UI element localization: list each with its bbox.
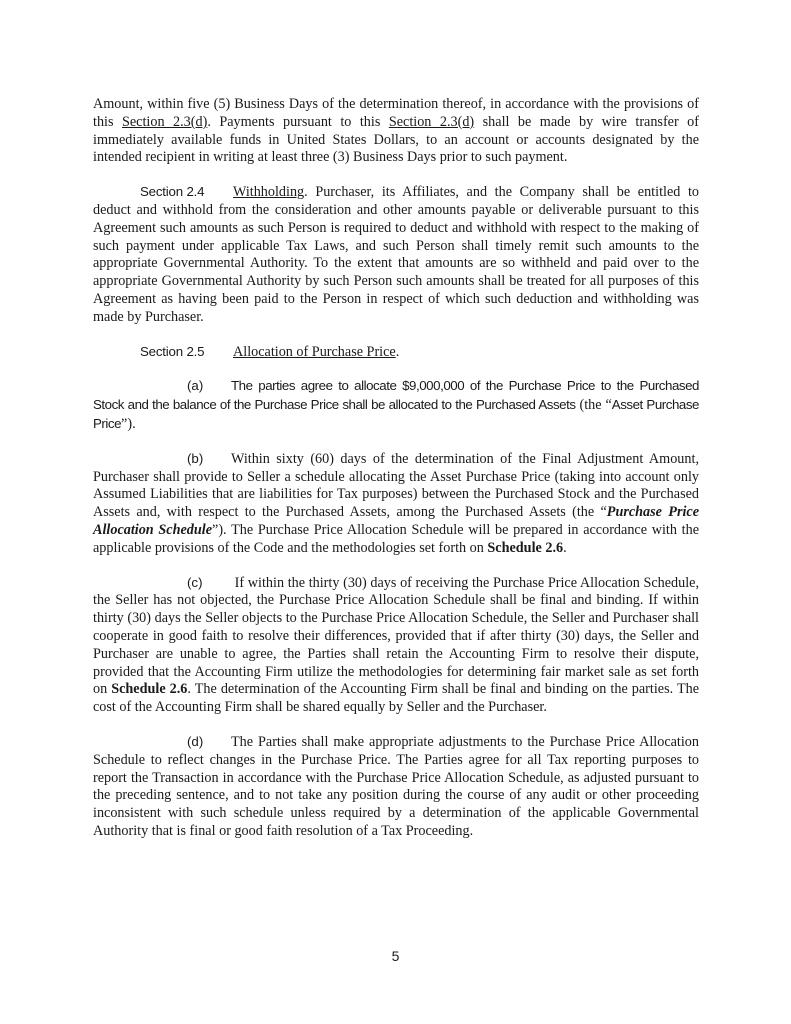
subsection-b-text-2: ”). The Purchase Price Allocation Schedule will be prepared in accordance with the applicable provisions of the Code and the methodologies set forth on bbox=[93, 521, 700, 556]
subsection-a-close: ”). bbox=[121, 415, 136, 432]
payment-text-3: shall be made by wire transfer of immediately available funds in United States Dollars, to an account or accounts designated by the intended recipient in writing at least three (3) Business Days prior to such payment. bbox=[93, 113, 699, 166]
subsection-b-text-3: . bbox=[563, 539, 567, 556]
schedule-2-6-reference-2: Schedule 2.6 bbox=[111, 681, 188, 698]
withholding-heading: Withholding bbox=[233, 184, 305, 201]
section-2-3-d-reference: Section 2.3(d) bbox=[121, 113, 208, 130]
document-page bbox=[93, 96, 699, 857]
paragraph-payment-terms bbox=[93, 96, 699, 167]
subsection-d bbox=[93, 733, 699, 841]
subsection-a-open: (the “ bbox=[575, 397, 612, 414]
section-2-4-label: Section 2.4 bbox=[140, 184, 205, 200]
payment-text-1: Amount, within five (5) Business Days of the determination thereof, in accordance with the provisions of this bbox=[93, 96, 699, 130]
subsection-b-text-1: Within sixty (60) days of the determination of the Final Adjustment Amount, Purchaser shall provide to Seller a schedule allocating the Asset Purchase Price (taking into account only Assumed Liabilities that are liabilities for Tax purposes) between the Purchased Stock and the Purchased Assets and, with respect to the Purchased Assets, among the Purchased Assets (the “ bbox=[93, 450, 699, 521]
allocation-heading: Allocation of Purchase Price bbox=[233, 343, 396, 360]
purchase-price-allocation-schedule-term: Purchase Price Allocation Schedule bbox=[93, 504, 700, 538]
subsection-a-label: (a) bbox=[187, 378, 204, 394]
section-2-3-d-reference-2: Section 2.3(d) bbox=[388, 113, 475, 130]
subsection-c-text-1: If within the thirty (30) days of receiving the Purchase Price Allocation Schedule, the Seller has not objected, the Purchase Price Allocation Schedule shall be final and binding. If within thirty (30) days the Seller objects to the Purchase Price Allocation Schedule, the Seller and Purchaser shall cooperate in good faith to resolve their differences, provided that if after thirty (30) days, the Seller and Purchaser are unable to agree, the Parties shall retain the Accounting Firm to resolve their dispute, provided that the Accounting Firm utilize the methodologies for determining fair market sale as set forth on bbox=[93, 574, 699, 698]
subsection-c-text-2: . The determination of the Accounting Firm shall be final and binding on the parties. The cost of the Accounting Firm shall be shared equally by Seller and the Purchaser. bbox=[93, 681, 699, 716]
subsection-c bbox=[93, 574, 699, 717]
section-2-5-heading bbox=[93, 343, 699, 362]
schedule-2-6-reference: Schedule 2.6 bbox=[487, 539, 564, 556]
payment-text-2: . Payments pursuant to this bbox=[207, 113, 389, 130]
section-2-5-label: Section 2.5 bbox=[140, 343, 205, 359]
section-2-4-withholding bbox=[93, 183, 699, 326]
subsection-d-label: (d) bbox=[187, 733, 204, 749]
asset-purchase-price-term: Asset Purchase Price bbox=[93, 397, 700, 431]
subsection-b bbox=[93, 450, 699, 558]
subsection-a bbox=[93, 377, 699, 433]
subsection-c-label: (c) bbox=[187, 574, 203, 590]
subsection-b-label: (b) bbox=[187, 450, 204, 466]
page-number: 5 bbox=[391, 948, 400, 964]
withholding-text: . Purchaser, its Affiliates, and the Company shall be entitled to deduct and withhold from the consideration and other amounts payable or deliverable pursuant to this Agreement such amounts as such Person is required to deduct and withhold with respect to the making of such payment under applicable Tax Laws, and such Person shall timely remit such amounts to the appropriate Governmental Authority. To the extent that amounts are so withheld and paid over to the appropriate Governmental Authority by such Person such amounts shall be treated for all purposes of this Agreement as having been paid to the Person in respect of which such deduction and withholding was made by Purchaser. bbox=[93, 184, 699, 325]
subsection-d-text: The Parties shall make appropriate adjustments to the Purchase Price Allocation Schedule to reflect changes in the Purchase Price. The Parties agree for all Tax reporting purposes to report the Transaction in accordance with the Purchase Price Allocation Schedule, as adjusted pursuant to the preceding sentence, and to not take any position during the course of any audit or other proceeding inconsistent with such schedule unless required by a determination of the applicable Governmental Authority that is final or good faith resolution of a Tax Proceeding. bbox=[93, 733, 699, 839]
subsection-a-text: The parties agree to allocate $9,000,000 of the Purchase Price to the Purchased Stock and the balance of the Purchase Price shall be allocated to the Purchased Assets bbox=[93, 378, 699, 413]
allocation-heading-period: . bbox=[395, 343, 400, 360]
